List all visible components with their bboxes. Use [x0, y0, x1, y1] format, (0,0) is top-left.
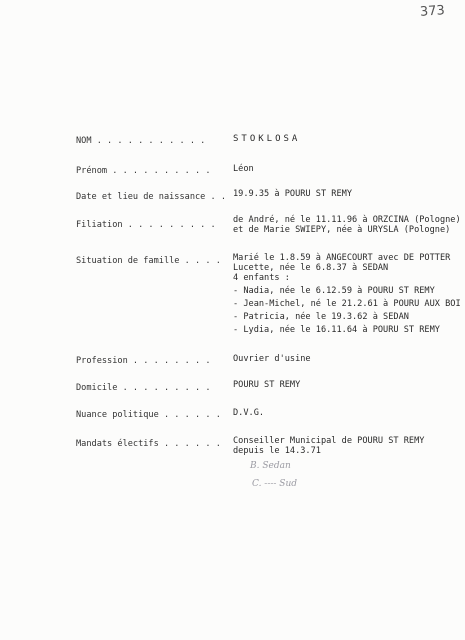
child-item: - Jean-Michel, né le 21.2.61 à POURU AUX BOI	[233, 299, 461, 309]
nuance-value: D.V.G.	[233, 408, 265, 418]
prenom-label: Prénom . . . . . . . . . .	[76, 166, 211, 176]
situation-line-3: 4 enfants :	[233, 273, 290, 283]
filiation-line-1: de André, né le 11.11.96 à ORZCINA (Pologne)	[233, 215, 461, 225]
handwritten-note-2: C. ---- Sud	[252, 479, 298, 489]
mandats-line-2: depuis le 14.3.71	[233, 446, 321, 456]
mandats-label: Mandats électifs . . . . . .	[76, 439, 221, 449]
nuance-label: Nuance politique . . . . . .	[76, 410, 221, 420]
situation-line-2: Lucette, née le 6.8.37 à SEDAN	[233, 263, 389, 273]
situation-line-1: Marié le 1.8.59 à ANGECOURT avec DE POTTER	[233, 253, 451, 263]
filiation-line-2: et de Marie SWIEPY, née à URYSLA (Pologne)	[233, 225, 451, 235]
page-number: 373	[419, 3, 446, 20]
profession-value: Ouvrier d'usine	[233, 354, 311, 364]
naissance-value: 19.9.35 à POURU ST REMY	[233, 189, 352, 199]
nom-label: NOM . . . . . . . . . . .	[76, 136, 206, 146]
mandats-line-1: Conseiller Municipal de POURU ST REMY	[233, 436, 425, 446]
child-item: - Nadia, née le 6.12.59 à POURU ST REMY	[233, 286, 435, 296]
handwritten-note-1: B. Sedan	[250, 461, 291, 471]
filiation-label: Filiation . . . . . . . . .	[76, 220, 216, 230]
profession-label: Profession . . . . . . . .	[76, 356, 211, 366]
naissance-label: Date et lieu de naissance . .	[76, 192, 227, 202]
situation-label: Situation de famille . . . .	[76, 256, 221, 266]
child-item: - Lydia, née le 16.11.64 à POURU ST REMY	[233, 325, 440, 335]
child-item: - Patricia, née le 19.3.62 à SEDAN	[233, 312, 409, 322]
prenom-value: Léon	[233, 164, 254, 174]
domicile-label: Domicile . . . . . . . . .	[76, 383, 211, 393]
domicile-value: POURU ST REMY	[233, 380, 301, 390]
nom-value: STOKLOSA	[233, 134, 301, 144]
